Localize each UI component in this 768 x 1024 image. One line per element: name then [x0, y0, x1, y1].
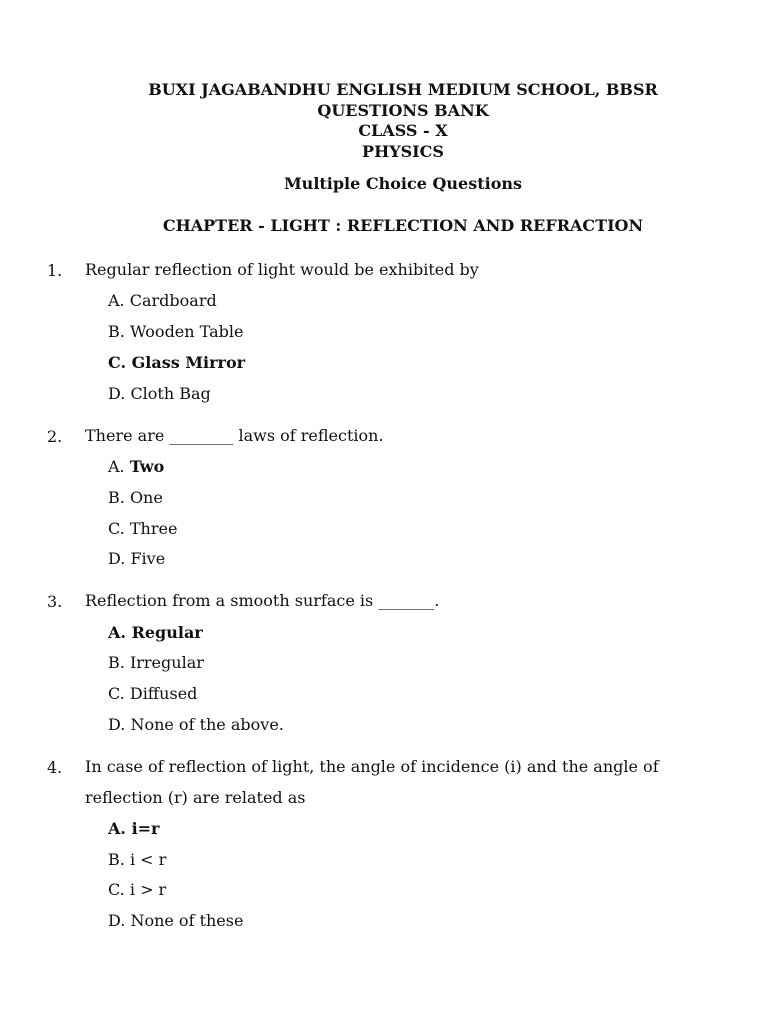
option-c: [108, 880, 166, 899]
option-letter: C.: [108, 684, 125, 703]
option-text: Three: [129, 519, 178, 538]
option-text: One: [129, 488, 163, 507]
option-letter: B.: [108, 488, 125, 507]
option-letter: A.: [108, 291, 125, 310]
option-letter: D.: [108, 384, 126, 403]
option-text: i < r: [129, 850, 167, 869]
section-title: Multiple Choice Questions: [283, 174, 523, 193]
option-text: None of these: [130, 911, 244, 930]
option-letter: B.: [108, 850, 125, 869]
option-letter: D.: [108, 715, 126, 734]
question-text: Reflection from a smooth surface is _______.: [85, 591, 440, 610]
option-d: [108, 384, 211, 403]
option-text: Cloth Bag: [130, 384, 211, 403]
option-a-correct: [108, 819, 159, 838]
option-text: i=r: [131, 819, 160, 838]
option-text: i > r: [129, 880, 167, 899]
option-text: Two: [129, 457, 165, 476]
option-letter: A.: [108, 457, 125, 476]
option-text: None of the above.: [130, 715, 284, 734]
school-name: BUXI JAGABANDHU ENGLISH MEDIUM SCHOOL, BBSR: [148, 80, 658, 99]
option-letter: C.: [108, 519, 125, 538]
question-number: 2.: [47, 427, 63, 446]
option-letter: A.: [108, 623, 126, 642]
option-text: Five: [130, 549, 166, 568]
option-letter: C.: [108, 880, 125, 899]
option-c-correct: [108, 353, 245, 372]
option-a-correct: [108, 457, 164, 476]
option-b: [108, 653, 204, 672]
option-c: [108, 684, 197, 703]
class-label: CLASS - X: [358, 121, 448, 140]
option-letter: D.: [108, 549, 126, 568]
option-letter: B.: [108, 653, 125, 672]
option-d: [108, 715, 284, 734]
option-a: [108, 291, 217, 310]
option-b: [108, 488, 163, 507]
option-letter: A.: [108, 819, 126, 838]
chapter-title: CHAPTER - LIGHT : REFLECTION AND REFRACTION: [162, 216, 644, 235]
subject-label: PHYSICS: [362, 141, 444, 161]
option-text: Diffused: [129, 684, 198, 703]
option-letter: D.: [108, 911, 126, 930]
option-text: Irregular: [129, 653, 204, 672]
option-text: Wooden Table: [129, 322, 244, 341]
option-b: [108, 850, 166, 869]
question-text: There are ________ laws of reflection.: [85, 426, 384, 445]
option-letter: C.: [108, 353, 127, 372]
option-d: [108, 911, 243, 930]
bank-title: QUESTIONS BANK: [317, 100, 489, 120]
question-text: In case of reflection of light, the angle of incidence (i) and the angle of reflection (r) are related as: [85, 757, 659, 807]
option-text: Glass Mirror: [131, 353, 246, 372]
option-b: [108, 322, 243, 341]
question-number: 1.: [47, 261, 63, 280]
option-d: [108, 549, 165, 568]
option-text: Cardboard: [129, 291, 217, 310]
question-number: 4.: [47, 758, 63, 777]
option-c: [108, 519, 177, 538]
question-text: Regular reflection of light would be exhibited by: [85, 260, 479, 279]
option-text: Regular: [131, 623, 203, 642]
option-a-correct: [108, 623, 203, 642]
question-number: 3.: [47, 592, 63, 611]
document-header: [0, 80, 768, 162]
option-letter: B.: [108, 322, 125, 341]
